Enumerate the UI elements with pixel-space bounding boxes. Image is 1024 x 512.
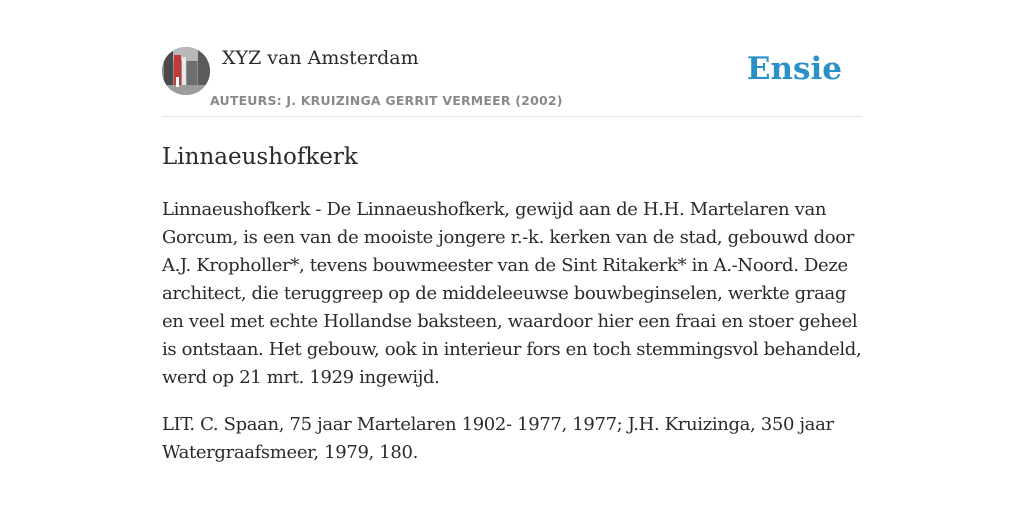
book-title[interactable]: XYZ van Amsterdam (222, 47, 419, 69)
brand-logo[interactable]: Ensie (746, 51, 842, 87)
book-cover-avatar[interactable] (162, 47, 210, 95)
entry-body: Linnaeushofkerk - De Linnaeushofkerk, gewijd aan de H.H. Martelaren van Gorcum, is een van de mooiste jongere r.-k. kerken van de stad, gebouwd door A.J. Kropholler*, tevens bouwmeester van de Sint Ritakerk* in A.-Noord. Deze architect, die teruggreep op de middeleeuwse bouwbeginselen, werkte graag en veel met echte Hollandse baksteen, waardoor hier een fraai en stoer geheel is ontstaan. Het gebouw, ook in interieur fors en toch stemmingsvol behandeld, werd op 21 mrt. 1929 ingewijd. (162, 199, 862, 388)
entry-header (162, 46, 862, 117)
book-cover-icon (162, 47, 210, 95)
entry-literature: LIT. C. Spaan, 75 jaar Martelaren 1902- 1977, 1977; J.H. Kruizinga, 350 jaar Watergraafsmeer, 1979, 180. (162, 414, 834, 463)
entry-card (162, 46, 862, 467)
entry-title: Linnaeushofkerk (162, 144, 358, 170)
authors-line: AUTEURS: J. KRUIZINGA GERRIT VERMEER (2002) (210, 93, 563, 108)
